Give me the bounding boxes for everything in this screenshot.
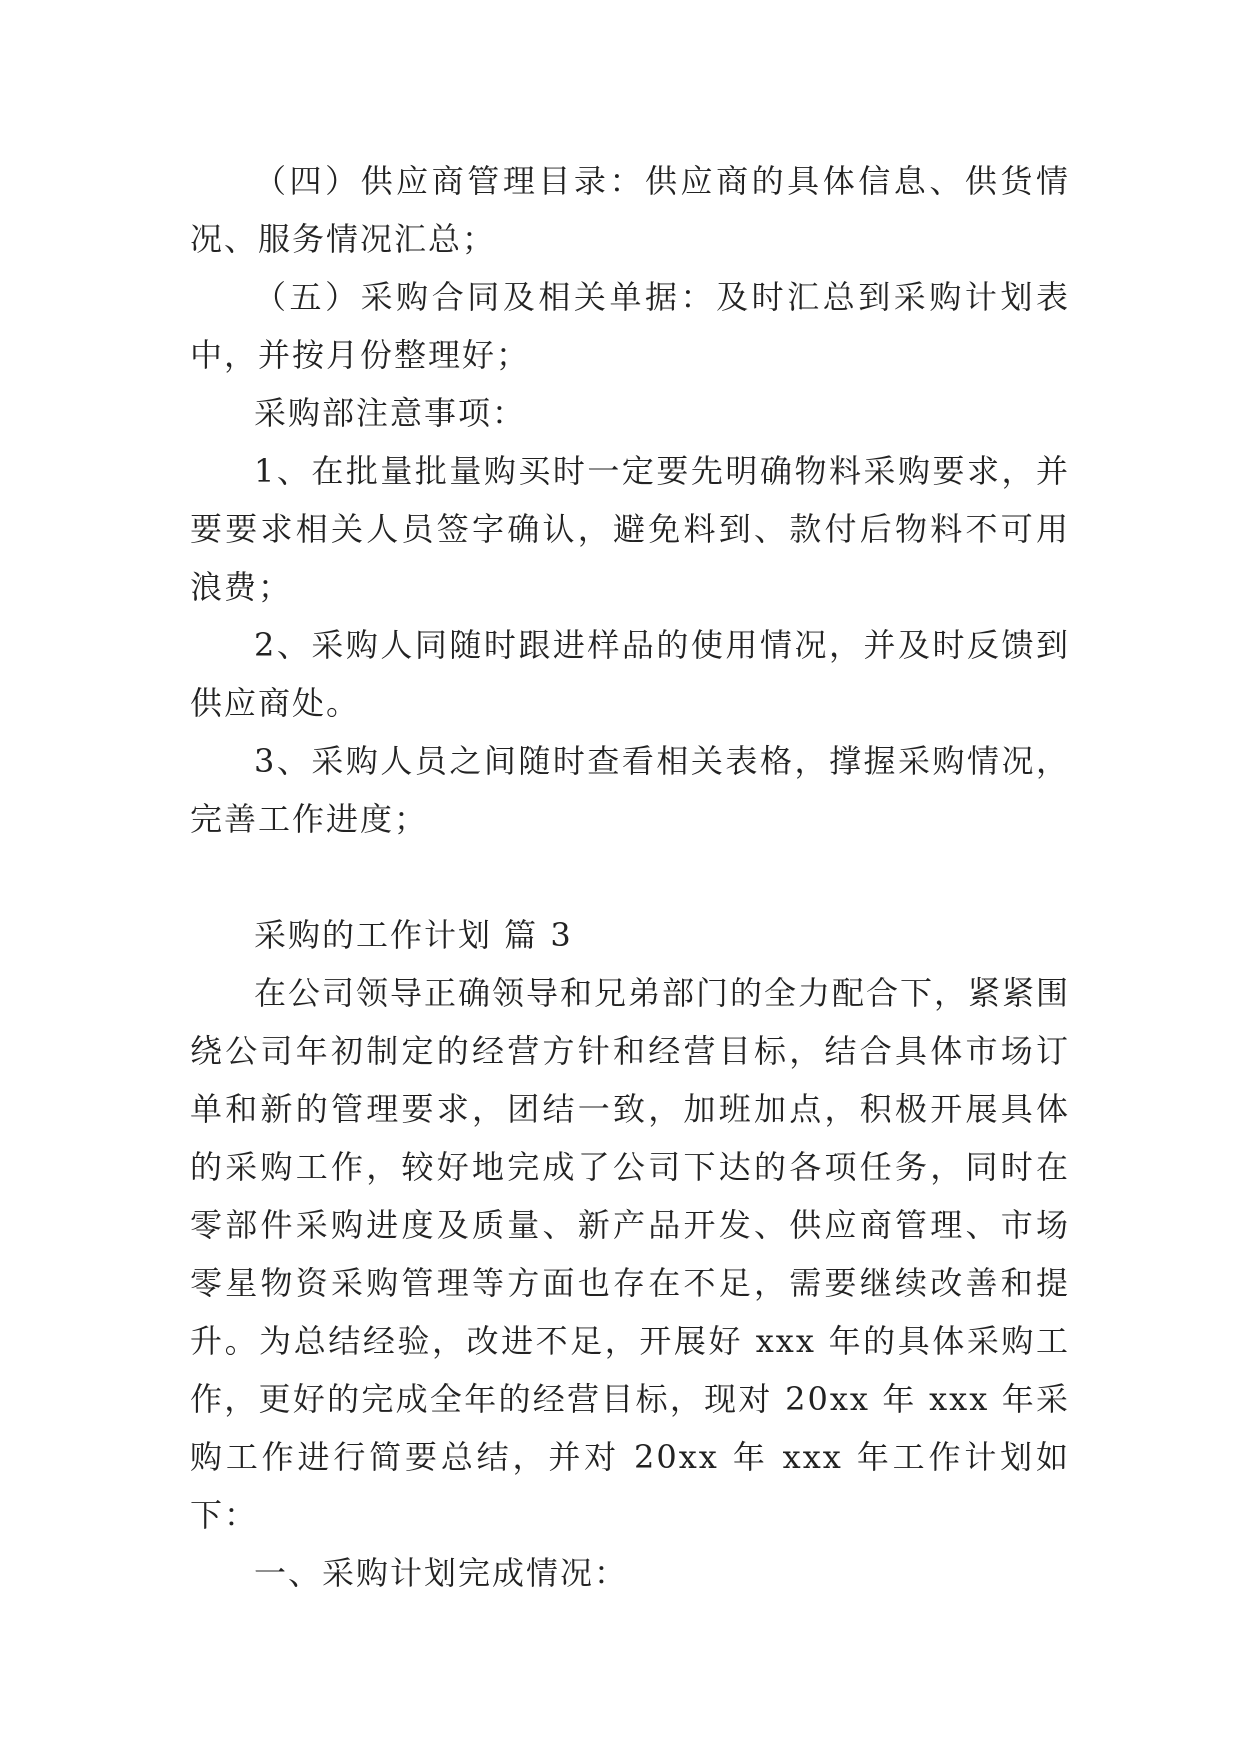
section-spacer (190, 848, 1070, 906)
paragraph-note-3: 3、采购人员之间随时查看相关表格，撑握采购情况，完善工作进度； (190, 742, 1070, 838)
paragraph-supplier-directory: （四）供应商管理目录：供应商的具体信息、供货情况、服务情况汇总； (190, 162, 1070, 258)
paragraph-purchase-contracts: （五）采购合同及相关单据：及时汇总到采购计划表中，并按月份整理好； (190, 278, 1070, 374)
paragraph-note-1: 1、在批量批量购买时一定要先明确物料采购要求，并要要求相关人员签字确认，避免料到、款付后物料不可用浪费； (190, 452, 1070, 606)
document-body (190, 152, 1070, 1602)
paragraph-notes-heading: 采购部注意事项： (254, 394, 527, 432)
section-title: 采购的工作计划 篇 3 (254, 916, 573, 954)
paragraph-plan-completion-heading: 一、采购计划完成情况： (254, 1554, 629, 1592)
paragraph-note-2: 2、采购人同随时跟进样品的使用情况，并及时反馈到供应商处。 (190, 626, 1070, 722)
paragraph-section-intro: 在公司领导正确领导和兄弟部门的全力配合下，紧紧围绕公司年初制定的经营方针和经营目标，结合具体市场订单和新的管理要求，团结一致，加班加点，积极开展具体的采购工作，较好地完成了公司下达的各项任务，同时在零部件采购进度及质量、新产品开发、供应商管理、市场零星物资采购管理等方面也存在不足，需要继续改善和提升。为总结经验，改进不足，开展好 xxx 年的具体采购工作，更好的完成全年的经营目标，现对 20xx 年 xxx 年采购工作进行简要总结，并对 20xx 年 xxx 年工作计划如下： (190, 974, 1071, 1534)
